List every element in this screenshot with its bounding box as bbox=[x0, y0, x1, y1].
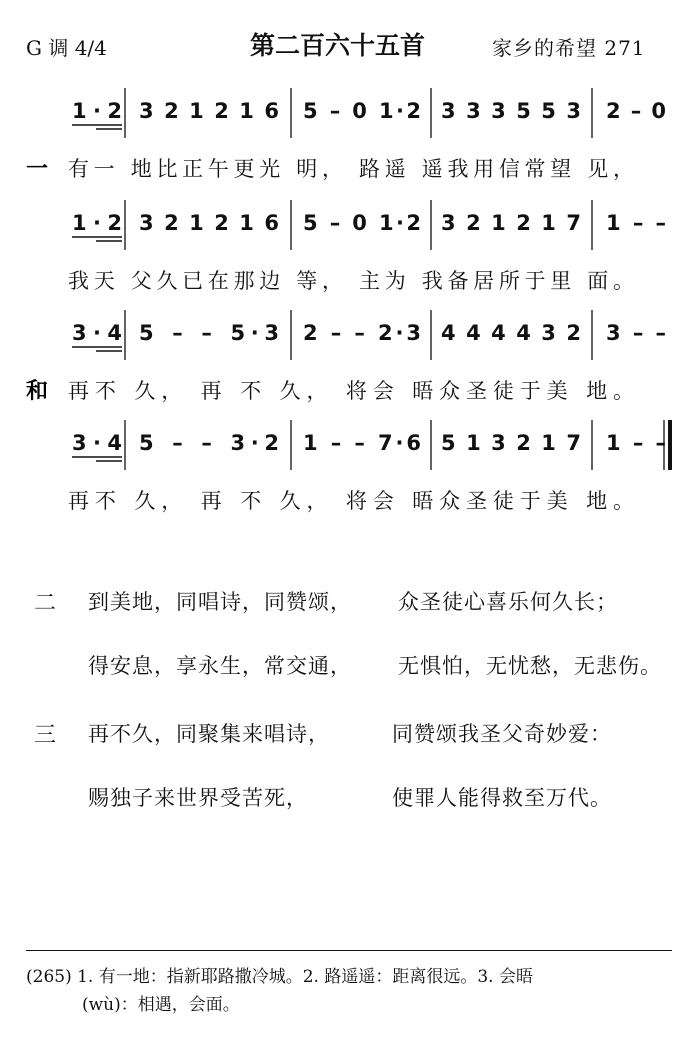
lyric-line: 我天 父久已在那边 等， 主为 我备居所于里 面。 bbox=[68, 269, 634, 293]
verse-line-second-half: 使罪人能得救至万代。 bbox=[392, 786, 612, 810]
note-segment: 1·2 bbox=[72, 99, 122, 123]
note-segment: 3·4 bbox=[72, 431, 122, 455]
note-segment: 5 – – 3·2 bbox=[139, 431, 279, 455]
verse-line-first-half: 得安息，享永生，常交通， bbox=[88, 654, 352, 678]
footnote-line-2: (wù)：相遇，会面。 bbox=[82, 995, 240, 1015]
note-segment: 3 2 1 2 1 7 bbox=[441, 211, 581, 235]
score-row bbox=[68, 200, 666, 294]
note-group bbox=[72, 321, 666, 351]
verse-line-first-half: 再不久，同聚集来唱诗， bbox=[88, 722, 330, 746]
verse-line-second-half: 同赞颂我圣父奇妙爱： bbox=[392, 722, 612, 746]
row-label: 和 bbox=[26, 378, 49, 404]
hymn-title: 第二百六十五首 bbox=[250, 31, 426, 60]
footnote-line-1: (265) 1. 有一地：指新耶路撒冷城。2. 路遥遥：距离很远。3. 会晤 bbox=[26, 967, 533, 987]
note-segment: 3 2 1 2 1 6 bbox=[139, 99, 279, 123]
lyric-line: 有一 地比正午更光 明， 路遥 遥我用信常望 见， bbox=[68, 157, 634, 181]
note-segment: 2 – – 2·3 bbox=[303, 321, 421, 345]
note-segment: 4 4 4 4 3 2 bbox=[441, 321, 581, 345]
note-segment: 5 – – 5·3 bbox=[139, 321, 279, 345]
note-segment: 1 – – bbox=[606, 211, 666, 235]
hymn-subtitle: 家乡的希望 271 bbox=[492, 36, 646, 60]
footnote-divider bbox=[26, 950, 672, 951]
verse-line-second-half: 众圣徒心喜乐何久长； bbox=[398, 590, 618, 614]
verse-line-first-half: 赐独子来世界受苦死， bbox=[88, 786, 308, 810]
note-segment: 3 2 1 2 1 6 bbox=[139, 211, 279, 235]
lyric-line: 再不 久， 再 不 久， 将会 晤众圣徒于美 地。 bbox=[68, 489, 634, 513]
score-row bbox=[68, 420, 670, 514]
row-label: 一 bbox=[26, 156, 49, 182]
note-segment: 5 – 0 1·2 bbox=[303, 99, 421, 123]
lyric-line: 再不 久， 再 不 久， 将会 晤众圣徒于美 地。 bbox=[68, 379, 634, 403]
note-segment: 1 – – 7·6 bbox=[303, 431, 421, 455]
key-signature: G 调 4/4 bbox=[26, 36, 107, 60]
verse-number: 三 bbox=[34, 723, 57, 748]
verse-line-first-half: 到美地，同唱诗，同赞颂， bbox=[88, 590, 352, 614]
note-segment: 3 – – bbox=[606, 321, 666, 345]
note-segment: 3·4 bbox=[72, 321, 122, 345]
note-group bbox=[72, 211, 666, 241]
verse-number: 二 bbox=[34, 591, 57, 616]
verse-line-second-half: 无惧怕，无忧愁，无悲伤。 bbox=[398, 654, 662, 678]
note-segment: 3 3 3 5 5 3 bbox=[441, 99, 581, 123]
note-segment: 2 – 0 bbox=[606, 99, 666, 123]
note-segment: 1 – – bbox=[606, 431, 666, 455]
note-segment: 5 – 0 1·2 bbox=[303, 211, 421, 235]
note-group bbox=[72, 99, 666, 129]
note-group bbox=[72, 431, 666, 461]
score-row bbox=[26, 88, 666, 182]
note-segment: 1·2 bbox=[72, 211, 122, 235]
score-row bbox=[26, 310, 666, 404]
note-segment: 5 1 3 2 1 7 bbox=[441, 431, 581, 455]
